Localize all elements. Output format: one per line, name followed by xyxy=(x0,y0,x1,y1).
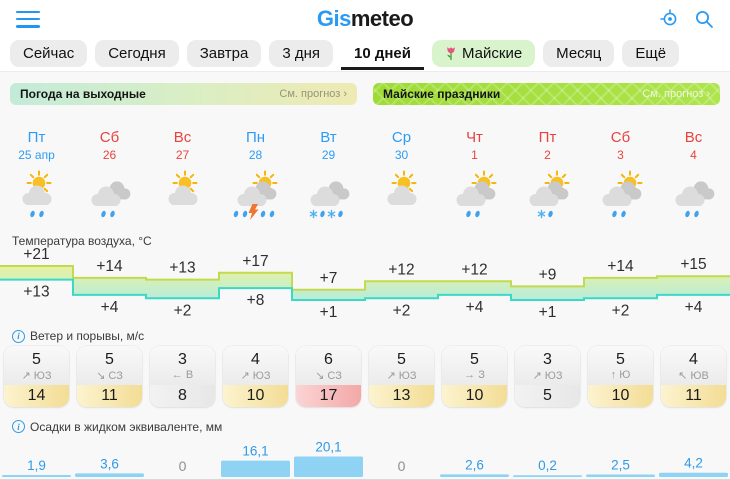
wind-direction: ЮВ xyxy=(690,370,709,382)
precip-value: 20,1 xyxy=(315,439,342,455)
precip-bar xyxy=(2,475,71,477)
wind-direction-arrow-icon: ↗ xyxy=(240,370,250,382)
wind-speed: 5 xyxy=(397,351,406,368)
tab-may[interactable] xyxy=(432,40,535,67)
tab-10days[interactable] xyxy=(341,40,424,70)
wind-speed: 5 xyxy=(105,351,114,368)
wind-speed: 5 xyxy=(470,351,479,368)
temp-min-value: +4 xyxy=(100,298,119,316)
day-date: 4 xyxy=(690,148,697,162)
tulip-icon xyxy=(445,46,457,61)
wind-gust: 10 xyxy=(588,385,653,407)
wind-gust: 10 xyxy=(442,385,507,407)
day-header-8[interactable] xyxy=(511,129,584,162)
day-date: 29 xyxy=(321,148,336,162)
precip-bar xyxy=(294,456,363,477)
clouds-rain-icon[interactable] xyxy=(657,170,730,222)
day-date: 26 xyxy=(102,148,117,162)
thunderstorm-icon[interactable] xyxy=(219,170,292,222)
temp-max-value: +21 xyxy=(23,248,50,263)
clouds-sleet-icon[interactable] xyxy=(292,170,365,222)
day-header-6[interactable] xyxy=(365,129,438,162)
day-date: 25 апр xyxy=(18,148,55,162)
day-header-3[interactable] xyxy=(146,129,219,162)
sun-cloud-icon[interactable] xyxy=(146,170,219,222)
wind-gust: 17 xyxy=(296,385,361,407)
temp-max-value: +13 xyxy=(169,259,196,277)
menu-icon[interactable] xyxy=(16,11,40,28)
day-header-1[interactable] xyxy=(0,129,73,162)
day-name: Ср xyxy=(391,129,412,146)
forecast-content xyxy=(0,72,730,480)
wind-direction: СЗ xyxy=(327,370,342,382)
temp-max-value: +15 xyxy=(680,256,707,274)
banner-title: Погода на выходные xyxy=(20,87,146,101)
wind-card-6[interactable] xyxy=(369,346,434,407)
wind-direction: ЮЗ xyxy=(252,370,271,382)
precipitation-chart xyxy=(0,434,730,479)
tab-label: Месяц xyxy=(556,45,602,62)
precip-bar xyxy=(513,475,582,477)
wind-row xyxy=(0,346,730,407)
temp-max-value: +14 xyxy=(96,257,123,275)
precip-bar xyxy=(659,473,728,477)
day-name: Сб xyxy=(99,129,120,146)
temp-min-value: +2 xyxy=(173,302,192,320)
wind-card-7[interactable] xyxy=(442,346,507,407)
promo-banners xyxy=(0,72,730,105)
tab-bar xyxy=(0,38,730,72)
day-name: Вс xyxy=(684,129,703,146)
wind-direction-arrow-icon: ← xyxy=(171,369,183,381)
banner-title: Майские праздники xyxy=(383,87,501,101)
wind-gust: 11 xyxy=(77,385,142,407)
chevron-right-icon: › xyxy=(706,88,710,100)
day-date: 1 xyxy=(471,148,478,162)
search-icon[interactable] xyxy=(694,9,714,29)
temp-max-value: +7 xyxy=(319,269,338,287)
temp-min-value: +4 xyxy=(684,298,703,316)
wind-speed: 5 xyxy=(32,351,41,368)
wind-direction-arrow-icon: ↗ xyxy=(386,370,396,382)
precip-value: 0,2 xyxy=(538,458,557,474)
wind-card-8[interactable] xyxy=(515,346,580,407)
wind-direction: В xyxy=(185,369,194,381)
precip-value: 2,5 xyxy=(611,457,630,473)
wind-card-1[interactable] xyxy=(4,346,69,407)
info-icon[interactable]: i xyxy=(12,330,25,343)
banner-link[interactable]: См. прогноз › xyxy=(642,88,710,100)
tab-label: 10 дней xyxy=(354,45,411,62)
geolocation-icon[interactable] xyxy=(660,9,680,29)
tab-label: Завтра xyxy=(199,45,249,62)
tab-tomorrow[interactable] xyxy=(187,40,262,67)
precip-bar xyxy=(586,474,655,477)
wind-direction-arrow-icon: ↘ xyxy=(96,370,106,382)
precip-bar xyxy=(440,474,509,477)
logo[interactable] xyxy=(317,6,413,32)
wind-direction-arrow-icon: ↗ xyxy=(21,370,31,382)
precip-value: 3,6 xyxy=(100,456,119,472)
wind-gust: 11 xyxy=(661,385,726,407)
clouds-rain-icon[interactable] xyxy=(73,170,146,222)
tab-today[interactable] xyxy=(95,40,179,67)
precip-value: 1,9 xyxy=(27,458,46,474)
logo-gis: Gis xyxy=(316,6,351,31)
temp-max-value: +14 xyxy=(607,257,634,275)
wind-direction-arrow-icon: → xyxy=(464,369,476,381)
wind-card-3[interactable] xyxy=(150,346,215,407)
wind-gust: 13 xyxy=(369,385,434,407)
day-name: Сб xyxy=(610,129,631,146)
wind-card-2[interactable] xyxy=(77,346,142,407)
precip-value: 4,2 xyxy=(684,455,703,471)
temp-max-value: +12 xyxy=(461,261,488,279)
wind-direction: ЮЗ xyxy=(33,370,52,382)
precip-value: 0 xyxy=(397,458,406,474)
precip-bar xyxy=(221,461,290,477)
wind-card-5[interactable] xyxy=(296,346,361,407)
wind-card-9[interactable] xyxy=(588,346,653,407)
tab-3days[interactable] xyxy=(269,40,333,67)
precipitation-section-label: i Осадки в жидком эквиваленте, мм xyxy=(0,419,730,434)
precip-bar xyxy=(75,473,144,477)
wind-speed: 5 xyxy=(616,351,625,368)
wind-direction-arrow-icon: ↗ xyxy=(532,370,542,382)
day-name: Пн xyxy=(245,129,266,146)
tab-month[interactable] xyxy=(543,40,614,67)
wind-direction: ЮЗ xyxy=(544,370,563,382)
temp-min-value: +4 xyxy=(465,298,484,316)
sun-cloud-icon[interactable] xyxy=(365,170,438,222)
day-name: Вт xyxy=(320,129,337,146)
wind-section-label: i Ветер и порывы, м/с xyxy=(0,328,730,344)
temp-max-value: +12 xyxy=(388,261,415,279)
wind-speed: 6 xyxy=(324,351,333,368)
wind-direction: З xyxy=(478,369,485,381)
day-header-row xyxy=(0,129,730,162)
day-name: Вс xyxy=(173,129,192,146)
banner-may-holidays[interactable] xyxy=(373,83,720,105)
tab-label: 3 дня xyxy=(282,45,320,62)
tab-now[interactable] xyxy=(10,40,87,67)
day-name: Пт xyxy=(27,129,46,146)
day-date: 3 xyxy=(617,148,624,162)
day-name: Пт xyxy=(538,129,557,146)
tab-label: Ещё xyxy=(635,45,667,62)
temperature-section-label: Температура воздуха, °C xyxy=(12,234,152,248)
day-header-5[interactable] xyxy=(292,129,365,162)
temp-min-value: +13 xyxy=(23,283,50,301)
logo-meteo: meteo xyxy=(350,6,414,31)
sun-cloud-rain-icon[interactable] xyxy=(0,170,73,222)
wind-direction: Ю xyxy=(619,369,631,381)
day-date: 2 xyxy=(544,148,551,162)
tab-label: Сейчас xyxy=(23,45,75,62)
wind-card-10[interactable] xyxy=(661,346,726,407)
info-icon[interactable]: i xyxy=(12,420,25,433)
tab-label: Сегодня xyxy=(108,45,166,62)
temp-min-value: +2 xyxy=(611,302,630,320)
chevron-right-icon: › xyxy=(343,88,347,100)
sun-clouds-snow-rain-icon[interactable] xyxy=(511,170,584,222)
day-header-7[interactable] xyxy=(438,129,511,162)
temp-min-value: +1 xyxy=(319,304,338,321)
day-date: 30 xyxy=(394,148,409,162)
wind-direction-arrow-icon: ↖ xyxy=(678,370,688,382)
precip-value: 16,1 xyxy=(242,443,269,459)
wind-speed: 3 xyxy=(543,351,552,368)
day-header-4[interactable] xyxy=(219,129,292,162)
wind-direction: ЮЗ xyxy=(398,370,417,382)
tab-label: Майские xyxy=(462,45,523,62)
tab-more[interactable] xyxy=(622,40,679,67)
wind-card-4[interactable] xyxy=(223,346,288,407)
sun-clouds-rain-icon[interactable] xyxy=(438,170,511,222)
precip-value: 0 xyxy=(178,458,187,474)
day-date: 27 xyxy=(175,148,190,162)
wind-gust: 14 xyxy=(4,385,69,407)
wind-direction: СЗ xyxy=(108,370,123,382)
wind-direction-arrow-icon: ↘ xyxy=(315,370,325,382)
app-header xyxy=(0,0,730,38)
wind-speed: 4 xyxy=(689,351,698,368)
wind-gust: 10 xyxy=(223,385,288,407)
sun-clouds-rain-icon[interactable] xyxy=(584,170,657,222)
wind-speed: 3 xyxy=(178,351,187,368)
temp-min-value: +2 xyxy=(392,302,411,320)
banner-link[interactable]: См. прогноз › xyxy=(279,88,347,100)
wind-speed: 4 xyxy=(251,351,260,368)
temp-max-value: +17 xyxy=(242,252,269,270)
banner-weekend-weather[interactable] xyxy=(10,83,357,105)
day-date: 28 xyxy=(248,148,263,162)
temp-min-value: +8 xyxy=(246,292,265,310)
temp-max-value: +9 xyxy=(538,266,557,284)
day-header-2[interactable] xyxy=(73,129,146,162)
wind-gust: 8 xyxy=(150,385,215,407)
temp-min-value: +1 xyxy=(538,304,557,321)
day-header-10[interactable] xyxy=(657,129,730,162)
wind-direction-arrow-icon: ↑ xyxy=(610,369,617,381)
precip-value: 2,6 xyxy=(465,457,484,473)
temperature-chart xyxy=(0,248,730,326)
wind-gust: 5 xyxy=(515,385,580,407)
weather-icon-row xyxy=(0,170,730,222)
day-name: Чт xyxy=(466,129,483,146)
day-header-9[interactable] xyxy=(584,129,657,162)
